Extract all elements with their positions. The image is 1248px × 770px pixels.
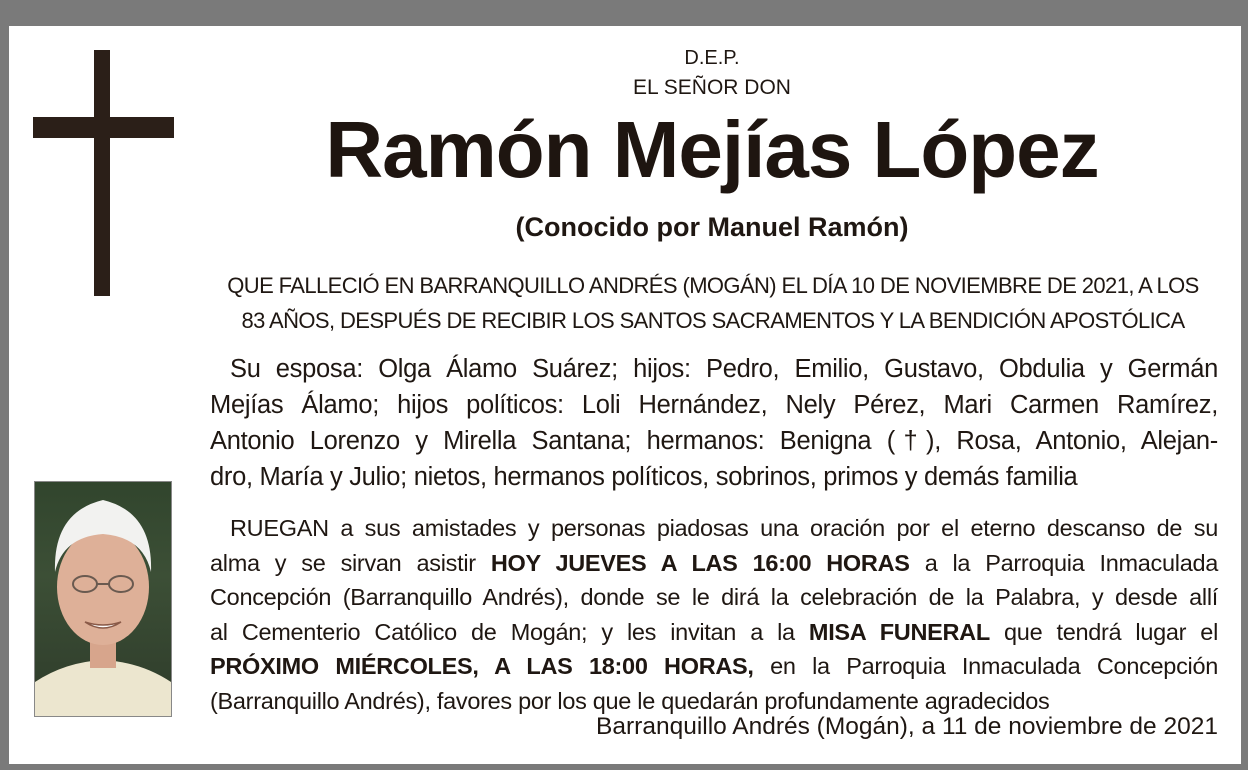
request-line: [210, 546, 1218, 581]
announcement-line-1: QUE FALLECIÓ EN BARRANQUILLO ANDRÉS (MOGÁN) EL DÍA 10 DE NOVIEMBRE DE 2021, A LOS: [227, 273, 1199, 298]
family-paragraph: [210, 351, 1218, 495]
request-line: [210, 649, 1218, 684]
mass-time: PRÓXIMO MIÉRCOLES, A LAS 18:00 HORAS,: [210, 653, 754, 679]
request-text: en la Parroquia Inmaculada Concepción: [753, 653, 1218, 679]
request-line: RUEGAN a sus amistades y personas piadosas una oración por el eterno descanso de su: [230, 515, 1218, 541]
request-line: [210, 615, 1218, 650]
request-paragraph: [210, 511, 1218, 718]
portrait-image: [35, 482, 171, 716]
portrait-photo: [34, 481, 172, 717]
family-line: Antonio Lorenzo y Mirella Santana; hermanos: Benigna (†), Rosa, Antonio, Alejan-: [210, 427, 1218, 455]
request-text: al Cementerio Católico de Mogán; y les invitan a la: [210, 618, 809, 645]
known-as: (Conocido por Manuel Ramón): [515, 212, 909, 242]
request-text: a la Parroquia Inmaculada: [909, 549, 1218, 576]
place-date: Barranquillo Andrés (Mogán), a 11 de noviembre de 2021: [596, 713, 1218, 740]
announcement-line-2: 83 AÑOS, DESPUÉS DE RECIBIR LOS SANTOS SACRAMENTOS Y LA BENDICIÓN APOSTÓLICA: [241, 308, 1185, 333]
funeral-mass-label: MISA FUNERAL: [808, 618, 990, 645]
request-text: alma y se sirvan asistir: [210, 549, 491, 576]
dep-label: D.E.P.: [684, 47, 740, 69]
family-line: Mejías Álamo; hijos políticos: Loli Hernández, Nely Pérez, Mari Carmen Ramírez,: [210, 391, 1218, 419]
request-line: Concepción (Barranquillo Andrés), donde se le dirá la celebración de la Palabra, y desde allí: [210, 584, 1218, 610]
family-line: Su esposa: Olga Álamo Suárez; hijos: Pedro, Emilio, Gustavo, Obdulia y Germán: [230, 355, 1218, 383]
cross-icon-bar: [33, 117, 174, 138]
request-line: (Barranquillo Andrés), favores por los que le quedarán profundamente agradecidos: [210, 687, 1050, 714]
deceased-name: Ramón Mejías López: [325, 105, 1099, 194]
cross-icon: [94, 50, 110, 296]
request-text: que tendrá lugar el: [989, 618, 1218, 645]
service-time: HOY JUEVES A LAS 16:00 HORAS: [490, 549, 910, 576]
honorific: EL SEÑOR DON: [633, 76, 791, 99]
family-line: dro, María y Julio; nietos, hermanos políticos, sobrinos, primos y demás familia: [210, 463, 1078, 491]
